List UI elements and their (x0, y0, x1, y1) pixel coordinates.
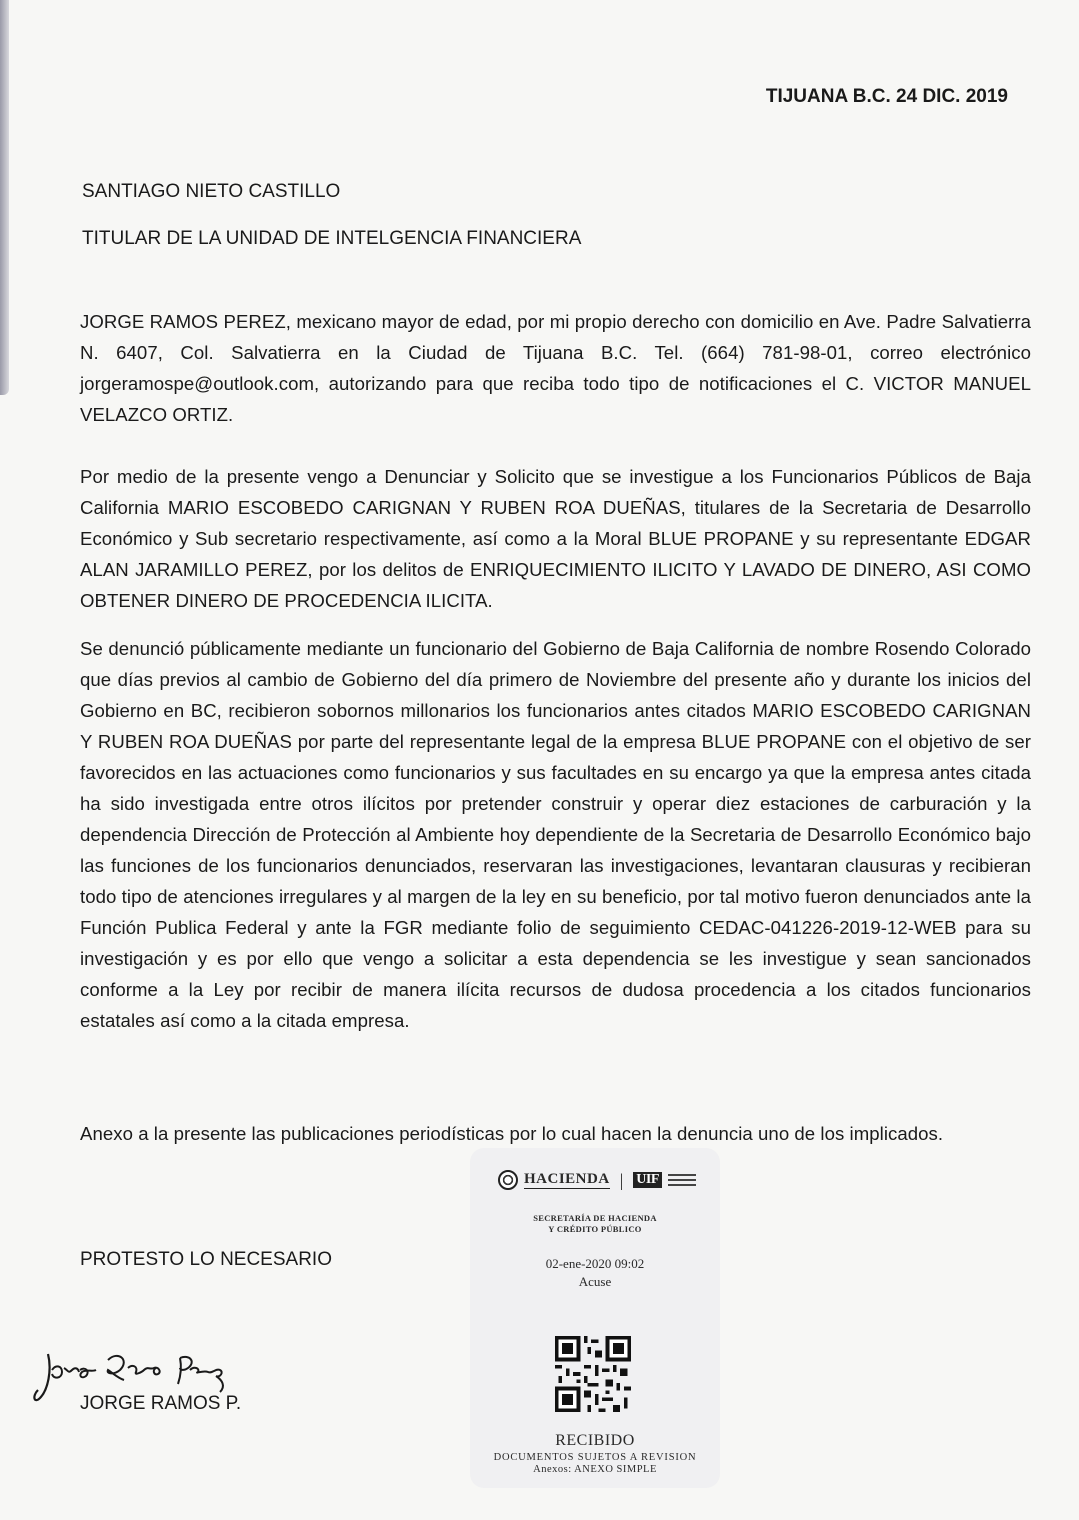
uif-logo-text: UIF (633, 1172, 662, 1188)
paragraph-facts: Se denunció públicamente mediante un funcionario del Gobierno de Baja California de nombre Rosendo Colorado que días previos al cambio de Gobierno del día primero de Noviembre del presente año y durante los inicios del Gobierno en BC, recibieron sobornos millonarios los funcionarios antes citados MARIO ESCOBEDO CARIGNAN Y RUBEN ROA DUEÑAS por parte del representante legal de la empresa BLUE PROPANE con el objetivo de ser favorecidos en las actuaciones como funcionarios y sus facultades en su encargo ya que la empresa antes citada ha sido investigada entre otros ilícitos por pretender construir y operar diez estaciones de carburación y la dependencia Dirección de Protección al Ambiente hoy dependiente de la Secretaria de Desarrollo Económico bajo las funciones de los funcionarios denunciados, reservaran las investigaciones, levantaran clausuras y recibieran todo tipo de atenciones irregulares y al margen de la ley en su beneficio, por tal motivo fueron denunciados ante la Función Publica Federal y ante la FGR mediante folio de seguimiento CEDAC-041226-2019-12-WEB para su investigación y es por ello que vengo a solicitar a esta dependencia se les investigue y sean sancionados conforme a la Ley por recibir de manera ilícita recursos de dudosa procedencia a los citados funcionarios estatales así como a la citada empresa. (80, 638, 1031, 1031)
signer-printed-name: JORGE RAMOS P. (80, 1393, 242, 1414)
logo-divider: | (619, 1169, 624, 1190)
paragraph-complaint: Por medio de la presente vengo a Denunciar y Solicito que se investigue a los Funcionarios Públicos de Baja California MARIO ESCOBEDO CARIGNAN Y RUBEN ROA DUEÑAS, titulares de la Secretaria de Desarrollo Económico y Sub secretario respectivamente, así como a la Moral BLUE PROPANE y su representante EDGAR ALAN JARAMILLO PEREZ, por los delitos de ENRIQUECIMIENTO ILICITO Y LAVADO DE DINERO, ASI COMO OBTENER DINERO DE PROCEDENCIA ILICITA. (80, 466, 1031, 611)
reception-stamp (470, 1148, 720, 1488)
hacienda-logo-text: HACIENDA (524, 1171, 610, 1187)
qr-code-icon (555, 1336, 631, 1412)
closing-line: PROTESTO LO NECESARIO (80, 1249, 332, 1270)
scan-edge-mark (0, 0, 9, 395)
paragraph-identification: JORGE RAMOS PEREZ, mexicano mayor de edad, por mi propio derecho con domicilio en Ave. Padre Salvatierra N. 6407, Col. Salvatierra en la Ciudad de Tijuana B.C. Tel. (664) 781-98-01, correo electrónico jorgeramospe@outlook.com, autorizando para que reciba todo tipo de notificaciones el C. VICTOR MANUEL VELAZCO ORTIZ. (80, 311, 1031, 425)
stamp-datetime: 02-ene-2020 09:02 (545, 1256, 645, 1271)
stamp-agency-line1: SECRETARÍA DE HACIENDA (533, 1213, 657, 1223)
hacienda-logo (498, 1168, 708, 1192)
mexico-seal-icon (498, 1170, 518, 1190)
addressee-title: TITULAR DE LA UNIDAD DE INTELGENCIA FINANCIERA (82, 228, 582, 249)
stamp-agency-line2: Y CRÉDITO PÚBLICO (548, 1224, 642, 1234)
addressee-name: SANTIAGO NIETO CASTILLO (82, 181, 341, 202)
stamp-acuse: Acuse (578, 1274, 612, 1289)
uif-lines-icon (668, 1174, 696, 1186)
stamp-annexes: Anexos: ANEXO SIMPLE (533, 1464, 657, 1475)
date-line: TIJUANA B.C. 24 DIC. 2019 (765, 86, 1008, 107)
stamp-documents-note: DOCUMENTOS SUJETOS A REVISION (493, 1452, 697, 1463)
stamp-received: RECIBIDO (555, 1432, 635, 1449)
paragraph-annex: Anexo a la presente las publicaciones periodísticas por lo cual hacen la denuncia uno de los implicados. (80, 1123, 944, 1144)
